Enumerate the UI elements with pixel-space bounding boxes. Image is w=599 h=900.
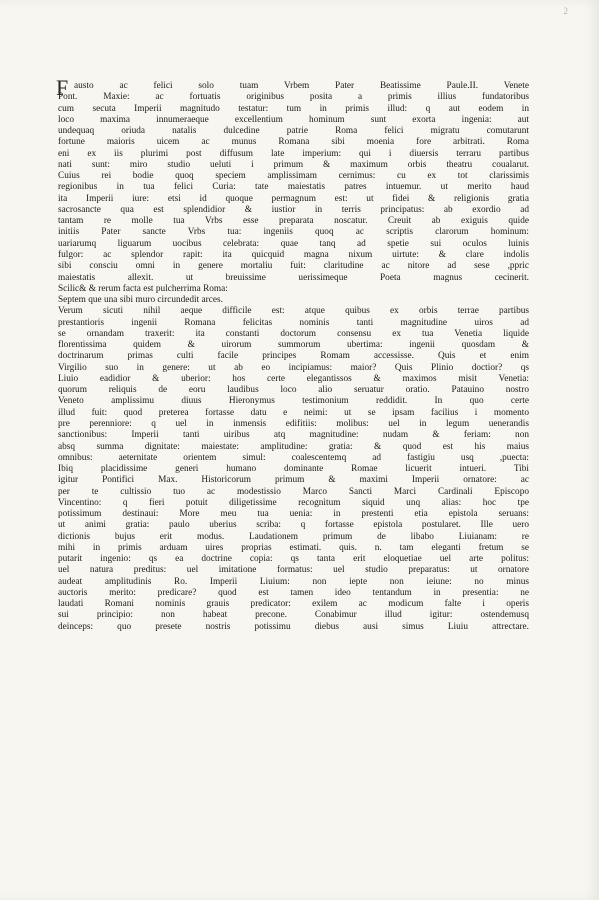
text-line: Ibiq placidissime generi humano dominante Romae licuerit intueri. Tibi bbox=[58, 464, 529, 475]
text-line: maiestatis allexit. ut breuissime uerissimeque Poeta magnus cecinerit. bbox=[58, 272, 529, 283]
text-line: uariarumq liguarum uocibus celebrata: quae tanq ad spetie sui oculos luinis bbox=[58, 238, 529, 249]
text-line: cum secuta Imperii magnitudo testatur: tum in primis illud: q aut eodem in bbox=[58, 103, 529, 114]
text-line: sui principio: non habeat precone. Conabimur illud igitur: ostendemusq bbox=[58, 610, 529, 621]
text-line: Verum sicuti nihil aeque difficile est: atque quibus ex orbis terrae partibus bbox=[58, 306, 529, 317]
text-line: Veneto amplissimu diuus Hieronymus testimonium reddidit. In quo certe bbox=[58, 396, 529, 407]
text-line: eni ex iis plurimi post diffusum late imperium: qui i diuersis terraru partibus bbox=[58, 148, 529, 159]
text-line: uel natura preditus: uel imitatione formatus: uel studio preparatus: ut ornatore bbox=[58, 565, 529, 576]
text-line: se ornandam traxerit: ita constanti doctorum consensu ex tua Venetia liquide bbox=[58, 328, 529, 339]
text-line: pre perenniore: q uel in inmensis edifitiis: molibus: uel in legum uenerandis bbox=[58, 418, 529, 429]
text-line: sanctionibus: Imperii tanti uiribus atq magnitudine: nudam & feriam: non bbox=[58, 430, 529, 441]
text-line: dictionis bujus erit modus. Laudationem primum de libabo Liuianam: re bbox=[58, 531, 529, 542]
text-line: fortune maioris uicem ac munus Romana sibi moenia fore arbitrati. Roma bbox=[58, 137, 529, 148]
text-line: florentissima quidem & uirorum summorum ubertima: ingenii quosdam & bbox=[58, 340, 529, 351]
text-line: igitur Pontifici Max. Historicorum primum & maximi Imperii ornatore: ac bbox=[58, 475, 529, 486]
text-line: nati sunt: miro studio ueluti i primum & maximum orbis theatru coualarut. bbox=[58, 159, 529, 170]
text-line: per te cultissio tuo ac modestissio Marco Sancti Marci Cardinali Episcopo bbox=[58, 486, 529, 497]
text-line: audeat amplitudinis Ro. Imperii Liuium: non iepte non ieiune: no minus bbox=[58, 576, 529, 587]
verse-line: Scilic& & rerum facta est pulcherrima Roma: bbox=[58, 283, 228, 294]
text-line: ut animi gratia: paulo uberius scriba: q fortasse epistola postularet. Ille uero bbox=[58, 520, 529, 531]
text-line: prestantioris ingenii Romana felicitas nominis tanti magnitudine uiros ad bbox=[58, 317, 529, 328]
text-line: laudati Romani nominis grauis predicator: exilem ac modicum falte i operis bbox=[58, 599, 529, 610]
text-line: undequaq oriuda natalis dulcedine patrie Roma felici migratu comutarunt bbox=[58, 126, 529, 137]
text-line: Virgilio suo in genere: ut ab eo incipiamus: maior? Quis Plinio doctior? qs bbox=[58, 362, 529, 373]
drop-initial: F bbox=[56, 75, 69, 100]
text-line: regionibus in tua felici Curia: tate maiestatis patres intuemur. ut merito haud bbox=[58, 182, 529, 193]
text-line: putarit ingenio: qs ea doctrine copia: qs tanta erit eloquetiae uel arte politus: bbox=[58, 554, 529, 565]
text-line: deinceps: quo presete nostris potissimu diebus ausi simus Liuiu attrectare. bbox=[58, 621, 529, 632]
text-line: Liuio eadidior & uberior: hos certe elegantissos & maximos misit Venetia: bbox=[58, 373, 529, 384]
text-line: doctrinarum primas culti facile principes Romam accessisse. Quis et enim bbox=[58, 351, 529, 362]
text-line: Cuius rei bodie quoq speciem amplissimam cernimus: cu ex tot clarissimis bbox=[58, 171, 529, 182]
text-line: auctoris merito: predicare? quod est tamen ideo tentandum in presentia: ne bbox=[58, 587, 529, 598]
folio-number: 2 bbox=[563, 6, 569, 16]
text-line: F austo ac felici solo tuam Vrbem Pater Beatissime Paule.II. Venete bbox=[56, 75, 529, 100]
verse-line: Septem que una sibi muro circundedit arces. bbox=[58, 295, 223, 306]
text-line: sacrosancte qua est splendidior & iustior in terris principatus: ab exordio ad bbox=[58, 204, 529, 215]
text-line: potissimum destinaui: More meu tua uenia: in prestenti etia epistola seruans: bbox=[58, 509, 529, 520]
text-line: mihi in primis arduam uires proprias estimati. quis. n. tam eleganti fretum se bbox=[58, 542, 529, 553]
text-line: Pont. Maxie: ac fortuatis originibus posita a primis illius fundatoribus bbox=[58, 92, 529, 103]
text-line: sibi consciu omni in genere mortaliu fuit: claritudine ac nitore ad sese ,ppric bbox=[58, 261, 529, 272]
text-line: quorum reliquis de eoru laudibus loco alio seruatur oratio. Patauino nostro bbox=[58, 385, 529, 396]
text-line: fulgor: ac splendor rapit: ita quicquid magna nixum uirtute: & clare indolis bbox=[58, 249, 529, 260]
text-line: loco maxima innumeraeque excellentium hominum sunt exorta ingenia: aut bbox=[58, 114, 529, 125]
text-line: tantam re molle tua Vrbs esse preparata noscatur. Creuit ab exiguis quide bbox=[58, 216, 529, 227]
text-line: ita Imperii iure: etsi id quoque permagnum est: ut fidei & religionis gratia bbox=[58, 193, 529, 204]
text-line: illud fuit: quod preterea fortasse datu e neimi: ut se ipsam facilius i momento bbox=[58, 407, 529, 418]
text-block bbox=[56, 75, 529, 633]
text-line: omnibus: aeternitate orientem simul: coalescentemq ad fastigiu usq ,puecta: bbox=[58, 452, 529, 463]
text-line: Vincentino: q fieri potuit diligetissime recognitum siquid unq alias: hoc tpe bbox=[58, 497, 529, 508]
text-line: absq summa dignitate: maiestate: amplitudine: gratia: & quod est his maius bbox=[58, 441, 529, 452]
text-line: initiis Pater sancte Vrbs tua: ingeniis quoq ac scriptis clarorum hominum: bbox=[58, 227, 529, 238]
